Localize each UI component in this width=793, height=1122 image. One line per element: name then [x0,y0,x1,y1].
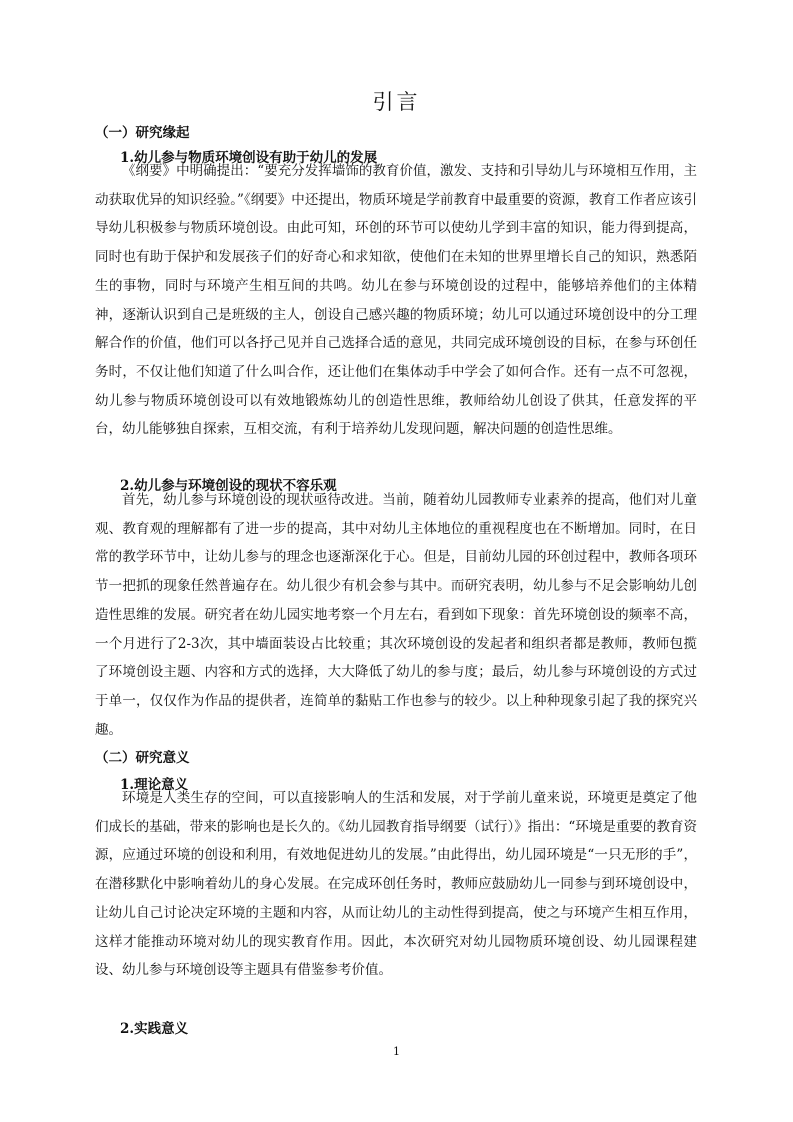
subsection-heading-material-environment: 1.幼儿参与物质环境创设有助于幼儿的发展 [120,150,378,166]
subsection-heading-current-status: 2.幼儿参与环境创设的现状不容乐观 [120,478,337,494]
section-heading-research-origin: （一）研究缘起 [95,125,190,141]
page-number: 1 [393,1045,400,1058]
paragraph-current-status: 首先，幼儿参与环境创设的现状亟待改进。当前，随着幼儿园教师专业素养的提高，他们对儿童观、教育观的理解都有了进一步的提高，其中对幼儿主体地位的重视程度也在不断增加。同时，在日常的教学环节中，让幼儿参与的理念也逐渐深化于心。但是，目前幼儿园的环创过程中，教师各项环节一把抓的现象任然普遍存在。幼儿很少有机会参与其中。而研究表明，幼儿参与不足会影响幼儿创造性思维的发展。研究者在幼儿园实地考察一个月左右，看到如下现象：首先环境创设的频率不高，一个月进行了2-3次，其中墙面装设占比较重；其次环境创设的发起者和组织者都是教师，教师包揽了环境创设主题、内容和方式的选择，大大降低了幼儿的参与度；最后，幼儿参与环境创设的方式过于单一，仅仅作为作品的提供者，连简单的黏贴工作也参与的较少。以上种种现象引起了我的探究兴趣。 [95,492,697,738]
page-title: 引言 [372,90,421,114]
paragraph-material-environment: 《纲要》中明确提出：“要充分发挥墙饰的教育价值，激发、支持和引导幼儿与环境相互作用，主动获取优异的知识经验。”《纲要》中还提出，物质环境是学前教育中最重要的资源，教育工作者应该引导幼儿积极参与物质环境创设。由此可知，环创的环节可以使幼儿学到丰富的知识，能力得到提高，同时也有助于保护和发展孩子们的好奇心和求知欲，使他们在未知的世界里增长自己的知识，熟悉陌生的事物，同时与环境产生相互间的共鸣。幼儿在参与环境创设的过程中，能够培养他们的主体精神，逐渐认识到自己是班级的主人，创设自己感兴趣的物质环境；幼儿可以通过环境创设中的分工理解合作的价值，他们可以各抒己见并自己选择合适的意见，共同完成环境创设的目标，在参与环创任务时，不仅让他们知道了什么叫合作，还让他们在集体动手中学会了如何合作。还有一点不可忽视，幼儿参与物质环境创设可以有效地锻炼幼儿的创造性思维，教师给幼儿创设了供其，任意发挥的平台，幼儿能够独自探索，互相交流，有利于培养幼儿发现问题，解决问题的创造性思维。 [95,163,697,438]
section-heading-research-significance: （二）研究意义 [95,750,190,766]
paragraph-theoretical-significance: 环境是人类生存的空间，可以直接影响人的生活和发展，对于学前儿童来说，环境更是奠定了他们成长的基础，带来的影响也是长久的。《幼儿园教育指导纲要（试行）》指出：“环境是重要的教育资源，应通过环境的创设和利用，有效地促进幼儿的发展。”由此得出，幼儿园环境是“一只无形的手”，在潜移默化中影响着幼儿的身心发展。在完成环创任务时，教师应鼓励幼儿一同参与到环境创设中，让幼儿自己讨论决定环境的主题和内容，从而让幼儿的主动性得到提高，使之与环境产生相互作用，这样才能推动环境对幼儿的现实教育作用。因此，本次研究对幼儿园物质环境创设、幼儿园课程建设、幼儿参与环境创设等主题具有借鉴参考价值。 [95,790,697,979]
subsection-heading-theoretical-significance: 1.理论意义 [120,777,189,793]
subsection-heading-practical-significance: 2.实践意义 [120,1021,189,1037]
